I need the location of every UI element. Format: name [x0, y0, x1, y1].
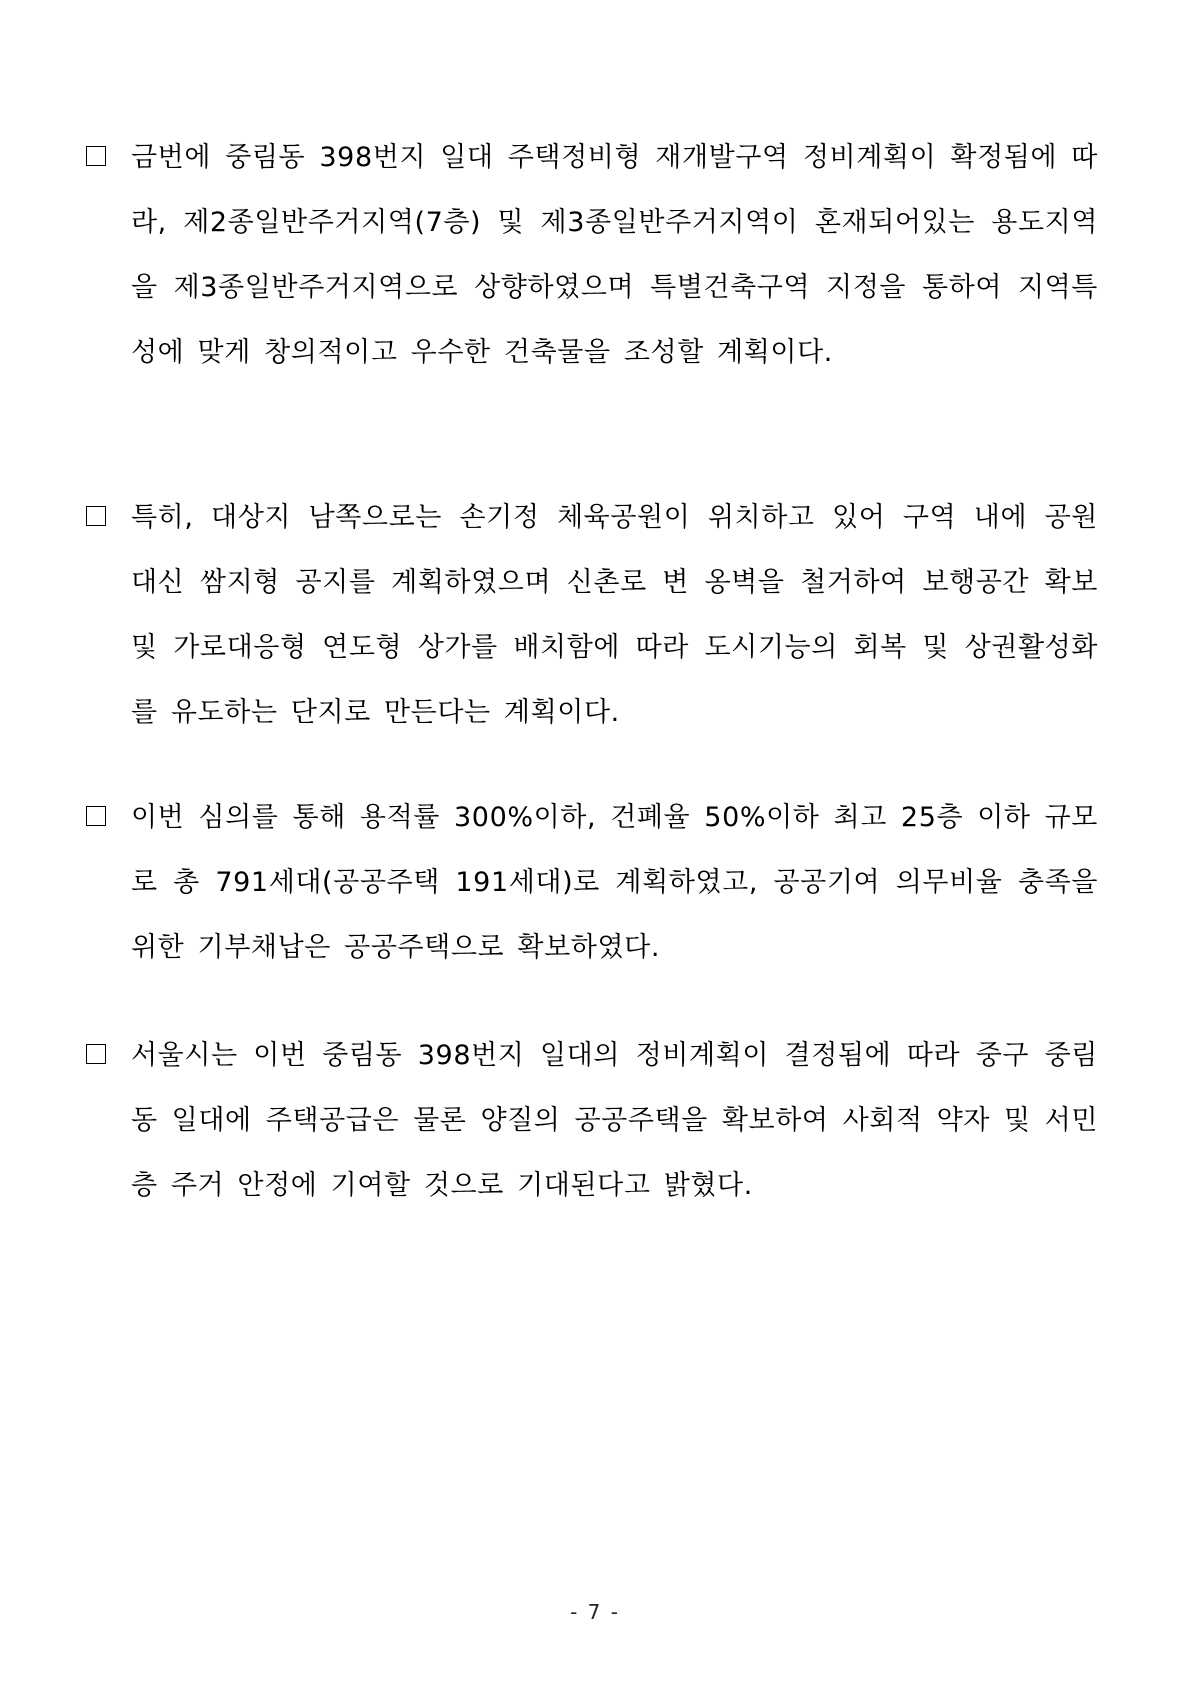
paragraph-2 [86, 492, 1098, 745]
page-number: - 7 - [570, 1600, 620, 1624]
paragraph-3 [86, 792, 1098, 980]
paragraph-4 [86, 1030, 1098, 1218]
paragraph-text: 서울시는 이번 중림동 398번지 일대의 정비계획이 결정됨에 따라 중구 중림동 일대에 주택공급은 물론 양질의 공공주택을 확보하여 사회적 약자 및 서민층 주거 안정에 기여할 것으로 기대된다고 밝혔다. [131, 1040, 1098, 1201]
paragraph-text: 금번에 중림동 398번지 일대 주택정비형 재개발구역 정비계획이 확정됨에 따라, 제2종일반주거지역(7층) 및 제3종일반주거지역이 혼재되어있는 용도지역을 제3종일반주거지역으로 상향하였으며 특별건축구역 지정을 통하여 지역특성에 맞게 창의적이고 우수한 건축물을 조성할 계획이다. [131, 142, 1098, 368]
paragraph-1 [86, 132, 1098, 385]
checkbox-bullet-icon [86, 506, 106, 526]
paragraph-text: 특히, 대상지 남쪽으로는 손기정 체육공원이 위치하고 있어 구역 내에 공원 대신 쌈지형 공지를 계획하였으며 신촌로 변 옹벽을 철거하여 보행공간 확보 및 가로대응형 연도형 상가를 배치함에 따라 도시기능의 회복 및 상권활성화를 유도하는 단지로 만든다는 계획이다. [131, 502, 1098, 728]
checkbox-bullet-icon [86, 146, 106, 166]
checkbox-bullet-icon [86, 806, 106, 826]
checkbox-bullet-icon [86, 1044, 106, 1064]
paragraph-text: 이번 심의를 통해 용적률 300%이하, 건폐율 50%이하 최고 25층 이하 규모로 총 791세대(공공주택 191세대)로 계획하였고, 공공기여 의무비율 충족을 위한 기부채납은 공공주택으로 확보하였다. [131, 802, 1098, 963]
